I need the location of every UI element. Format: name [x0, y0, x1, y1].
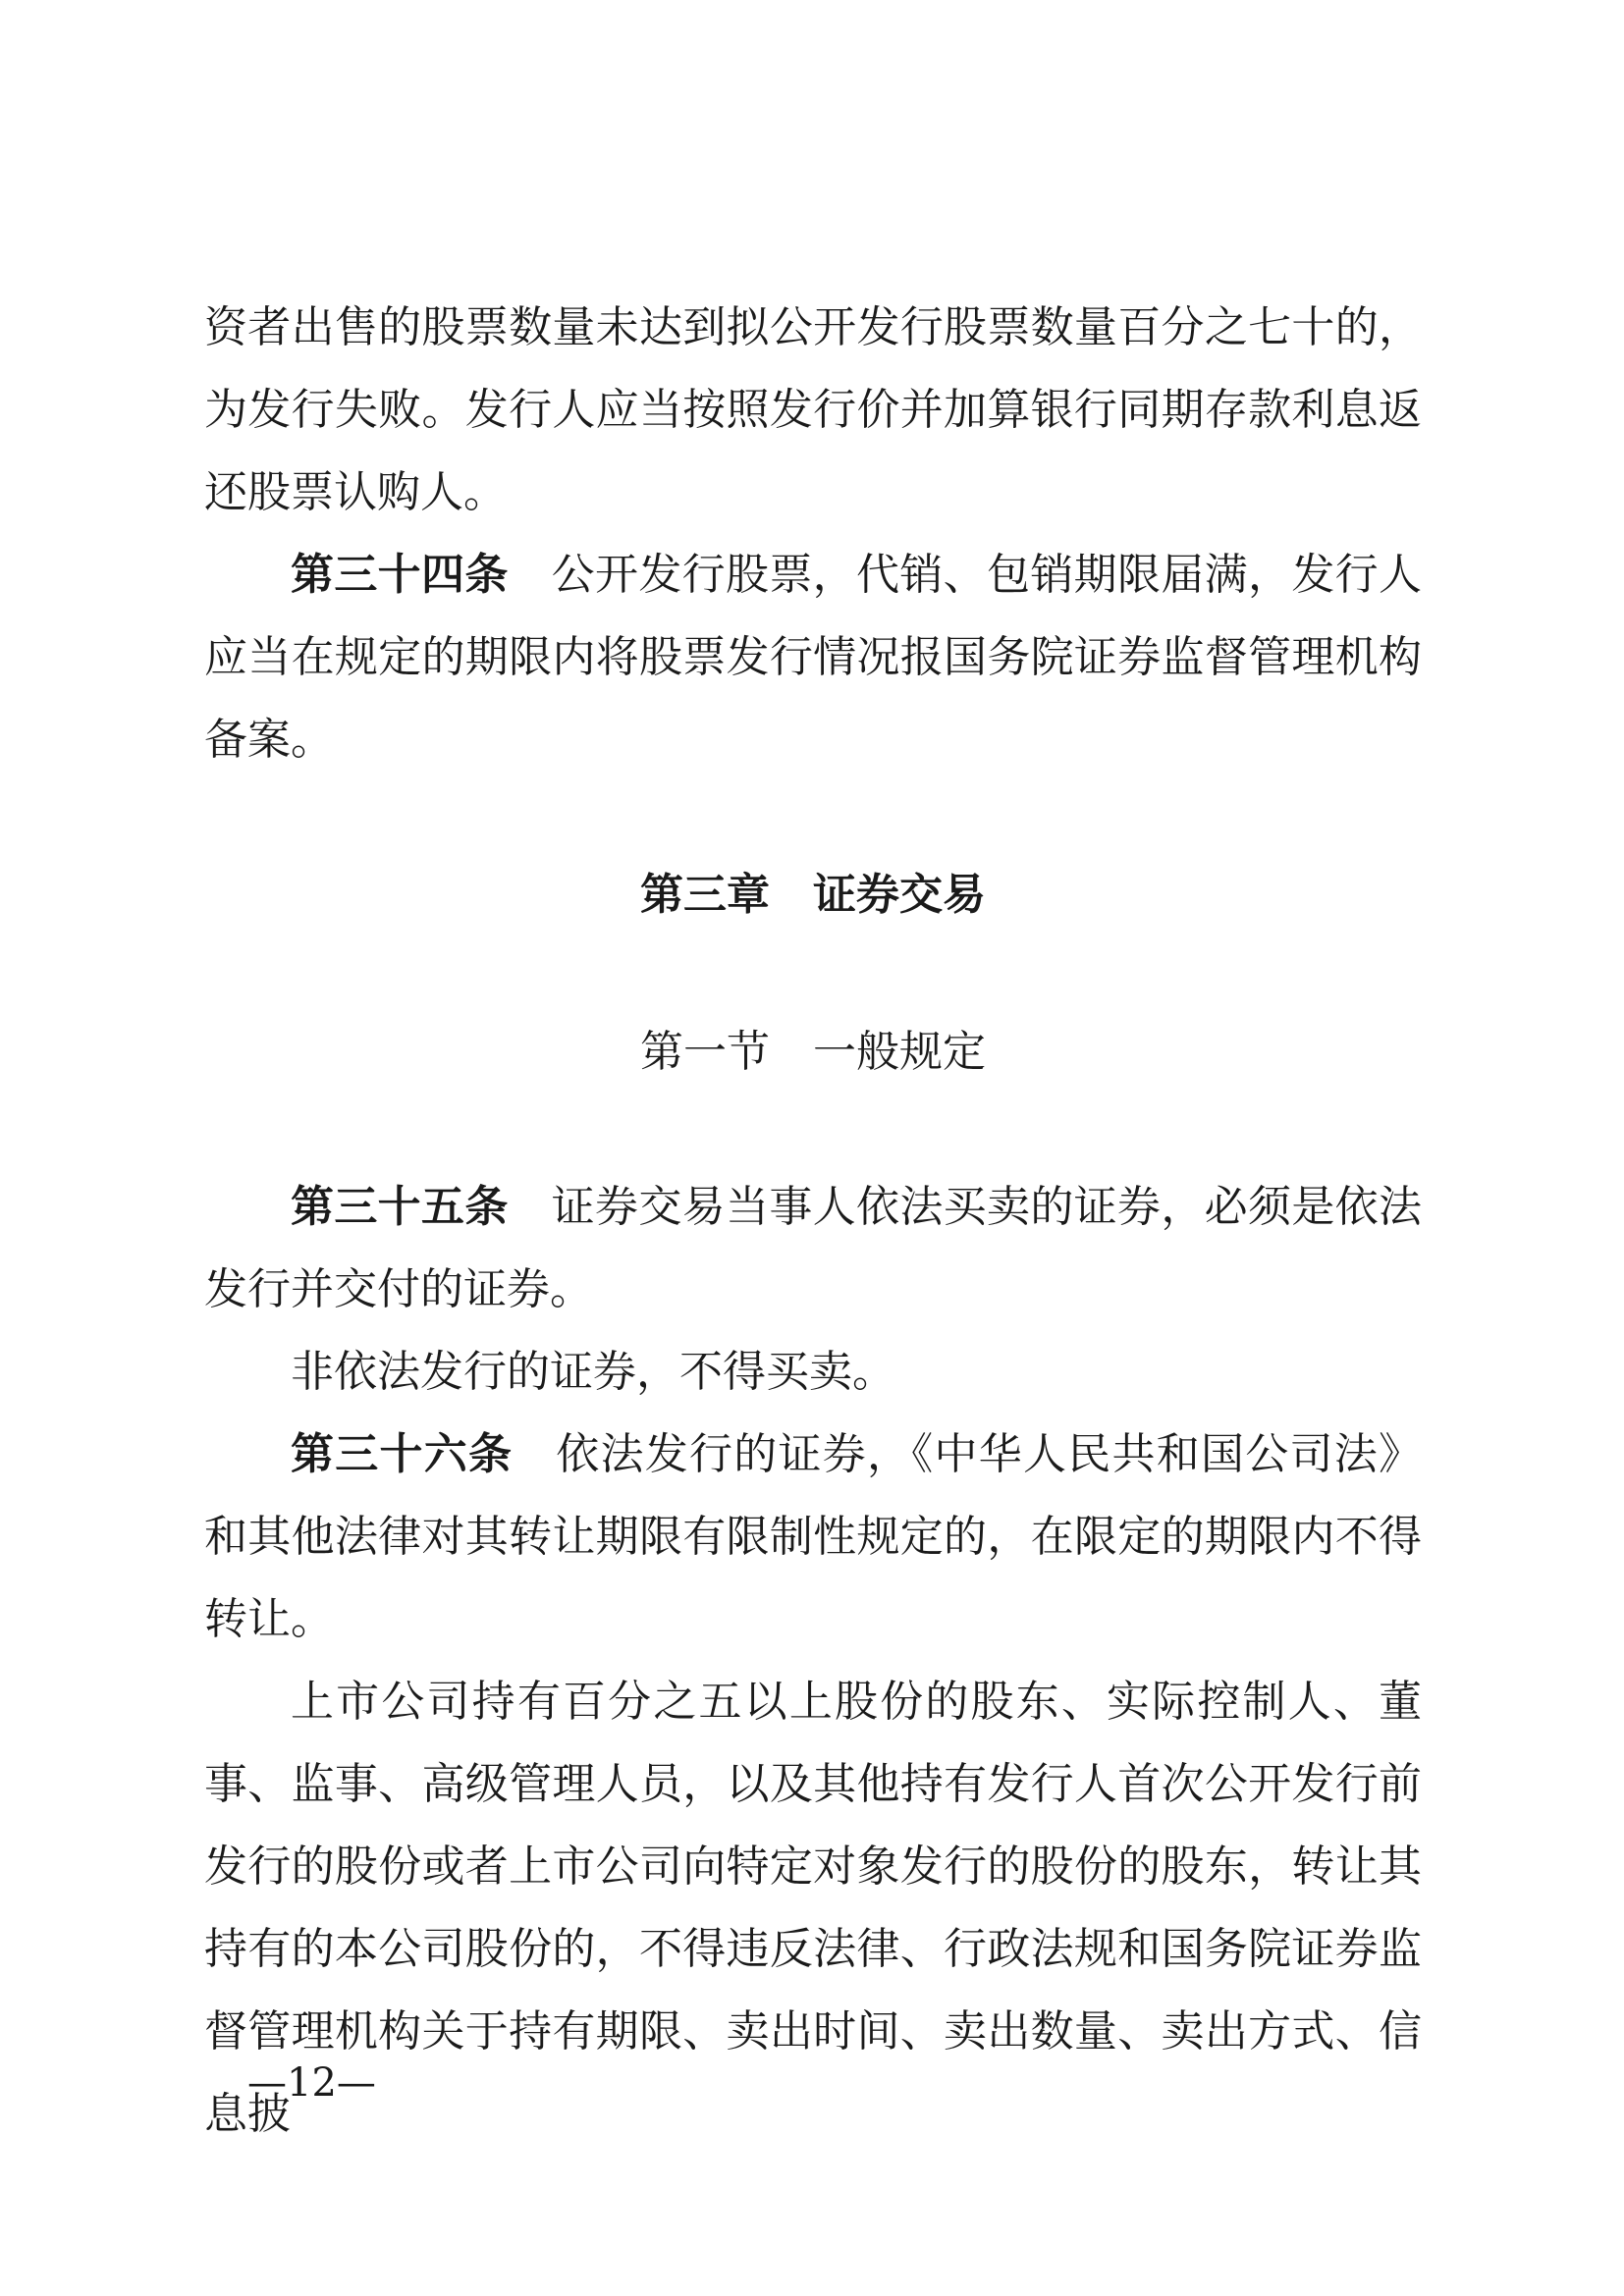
section-number: 第一节 [640, 1027, 770, 1077]
article-35 [204, 1166, 1422, 1331]
article-34 [204, 534, 1422, 781]
article-36-text: 依法发行的证券，《中华人民共和国公司法》和其他法律对其转让期限有限制性规定的，在限定的期限内不得转让。 [204, 1429, 1422, 1644]
article-34-label: 第三十四条 [291, 550, 509, 600]
chapter-heading [204, 854, 1422, 936]
article-36-paragraph-2: 上市公司持有百分之五以上股份的股东、实际控制人、董事、监事、高级管理人员，以及其他持有发行人首次公开发行前发行的股份或者上市公司向特定对象发行的股份的股东，转让其持有的本公司股份的，不得违反法律、行政法规和国务院证券监督管理机构关于持有期限、卖出时间、卖出数量、卖出方式、信息披 [204, 1677, 1422, 2139]
article-34-text: 公开发行股票，代销、包销期限届满，发行人应当在规定的期限内将股票发行情况报国务院证券监督管理机构备案。 [204, 550, 1423, 765]
article-35-label: 第三十五条 [291, 1182, 509, 1232]
article-35-text: 证券交易当事人依法买卖的证券，必须是依法发行并交付的证券。 [204, 1182, 1423, 1314]
section-heading [204, 1011, 1422, 1094]
continuation-paragraph: 资者出售的股票数量未达到拟公开发行股票数量百分之七十的，为发行失败。发行人应当按照发行价并加算银行同期存款利息返还股票认购人。 [204, 302, 1422, 517]
article-36-label: 第三十六条 [291, 1429, 514, 1479]
page-number: —12— [247, 2060, 376, 2106]
document-page [204, 287, 1422, 2156]
article-36 [204, 1414, 1422, 1661]
chapter-number: 第三章 [640, 870, 770, 920]
chapter-title: 证券交易 [813, 870, 986, 920]
section-title: 一般规定 [813, 1027, 986, 1077]
article-35-paragraph-2: 非依法发行的证券，不得买卖。 [291, 1347, 895, 1397]
